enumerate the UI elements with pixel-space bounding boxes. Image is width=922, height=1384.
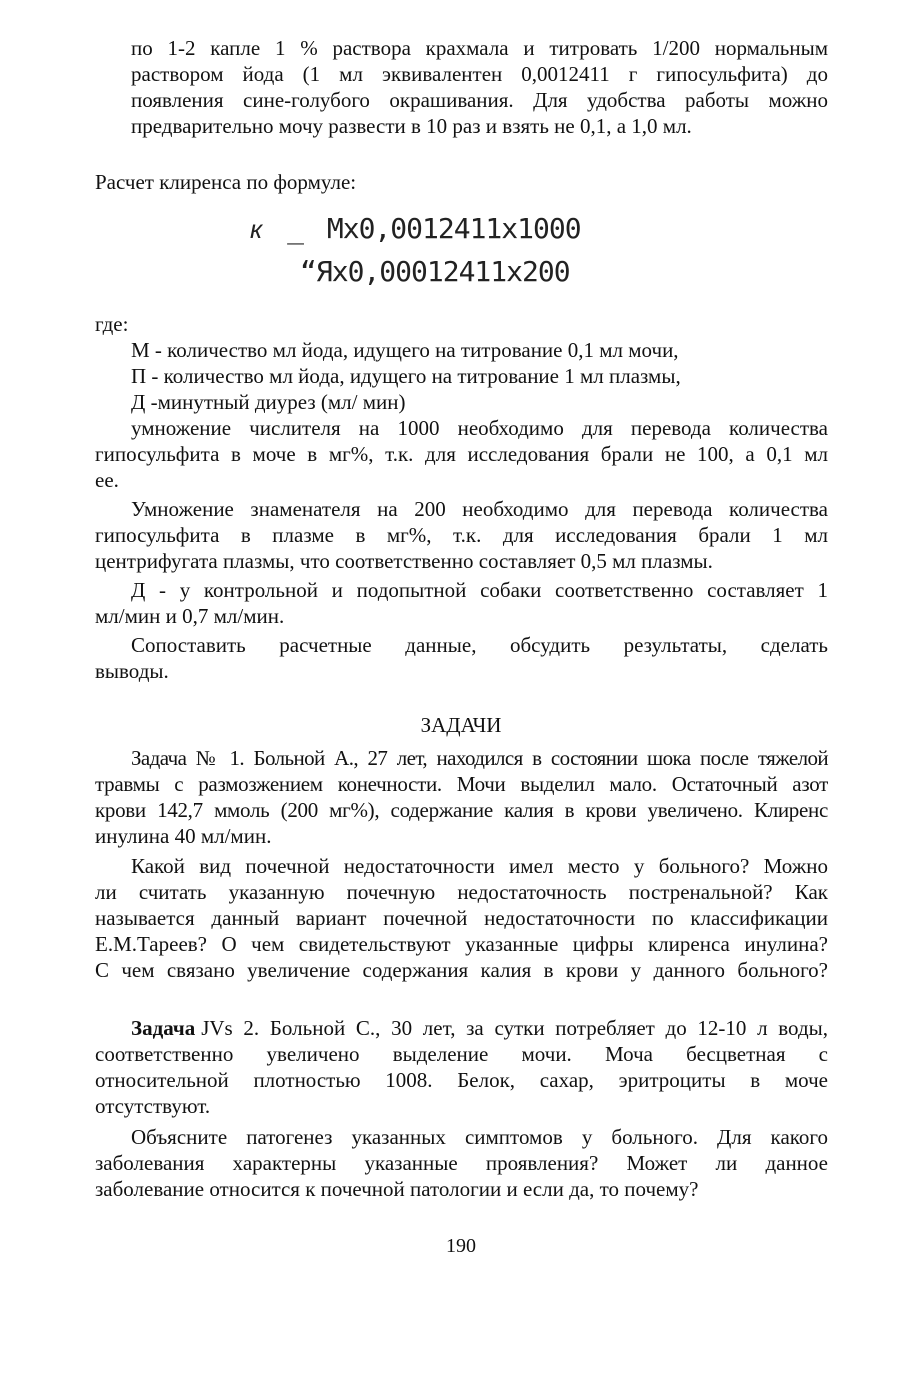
task2-label: Задача (131, 1016, 196, 1040)
text-line: отсутствуют. (95, 1094, 211, 1118)
text-line: центрифугата плазмы, что соответственно составляет 0,5 мл плазмы. (95, 549, 713, 573)
text-line: выводы. (95, 659, 169, 683)
text-line: Е.М.Тареев? О чем свидетельствуют указанные цифры клиренса инулина? (95, 932, 828, 956)
text-line: ли считать указанную почечную недостаточность постренальной? Как (95, 880, 828, 904)
text-line: Умножение знаменателя на 200 необходимо для перевода количества (131, 497, 828, 521)
text-line: раствором йода (1 мл эквивалентен 0,0012411 г гипосульфита) до (131, 62, 828, 86)
text-line: по 1-2 капле 1 % раствора крахмала и титровать 1/200 нормальным (131, 36, 828, 60)
formula-intro: Расчет клиренса по формуле: (95, 170, 357, 194)
text-line: Сопоставить расчетные данные, обсудить результаты, сделать (131, 633, 828, 657)
formula-equals: _ (287, 212, 303, 245)
text-line: Задача № 1. Больной А., 27 лет, находился в состоянии шока после тяжелой (131, 746, 828, 770)
text-line: JVs 2. Больной С., 30 лет, за сутки потребляет до 12-10 л воды, (201, 1016, 828, 1040)
formula-numerator-row (250, 212, 581, 245)
text-line: мл/мин и 0,7 мл/мин. (95, 604, 285, 628)
where-label: где: (95, 312, 129, 336)
text-line: умножение числителя на 1000 необходимо для перевода количества (131, 416, 828, 440)
text-line: крови 142,7 ммоль (200 мг%), содержание калия в крови увеличено. Клиренс (95, 798, 828, 822)
text-line: называется данный вариант почечной недостаточности по классификации (95, 906, 828, 930)
formula-k: к (250, 214, 262, 244)
definition-m: М - количество мл йода, идущего на титрование 0,1 мл мочи, (131, 338, 679, 362)
text-line: гипосульфита в моче в мг%, т.к. для исследования брали не 100, а 0,1 мл (95, 442, 828, 466)
text-line: гипосульфита в плазме в мг%, т.к. для исследования брали 1 мл (95, 523, 828, 547)
text-line: соответственно увеличено выделение мочи. Моча бесцветная с (95, 1042, 828, 1066)
text-line: Объясните патогенез указанных симптомов у больного. Для какого (131, 1125, 828, 1149)
text-line: инулина 40 мл/мин. (95, 824, 272, 848)
text-line: относительной плотностью 1008. Белок, сахар, эритроциты в моче (95, 1068, 828, 1092)
text-line: предварительно мочу развести в 10 раз и взять не 0,1, а 1,0 мл. (131, 114, 692, 138)
definition-p: П - количество мл йода, идущего на титрование 1 мл плазмы, (131, 364, 681, 388)
text-line: Д - у контрольной и подопытной собаки соответственно составляет 1 (131, 578, 828, 602)
text-line: ее. (95, 468, 119, 492)
text-line: заболевание относится к почечной патологии и если да, то почему? (95, 1177, 699, 1201)
section-heading: ЗАДАЧИ (420, 713, 502, 737)
page-number: 190 (446, 1235, 476, 1257)
text-line: Какой вид почечной недостаточности имел место у больного? Можно (131, 854, 828, 878)
text-line: травмы с размозжением конечности. Мочи выделил мало. Остаточный азот (95, 772, 828, 796)
text-line: С чем связано увеличение содержания калия в крови у данного больного? (95, 958, 828, 982)
text-line: заболевания характерны указанные проявления? Может ли данное (95, 1151, 828, 1175)
task2-first-line (131, 1015, 828, 1041)
text-line: появления сине-голубого окрашивания. Для удобства работы можно (131, 88, 828, 112)
formula-numerator: Мх0,0012411х1000 (326, 212, 581, 245)
definition-d: Д -минутный диурез (мл/ мин) (131, 390, 406, 414)
formula-denominator: “Ях0,00012411х200 (300, 255, 570, 288)
